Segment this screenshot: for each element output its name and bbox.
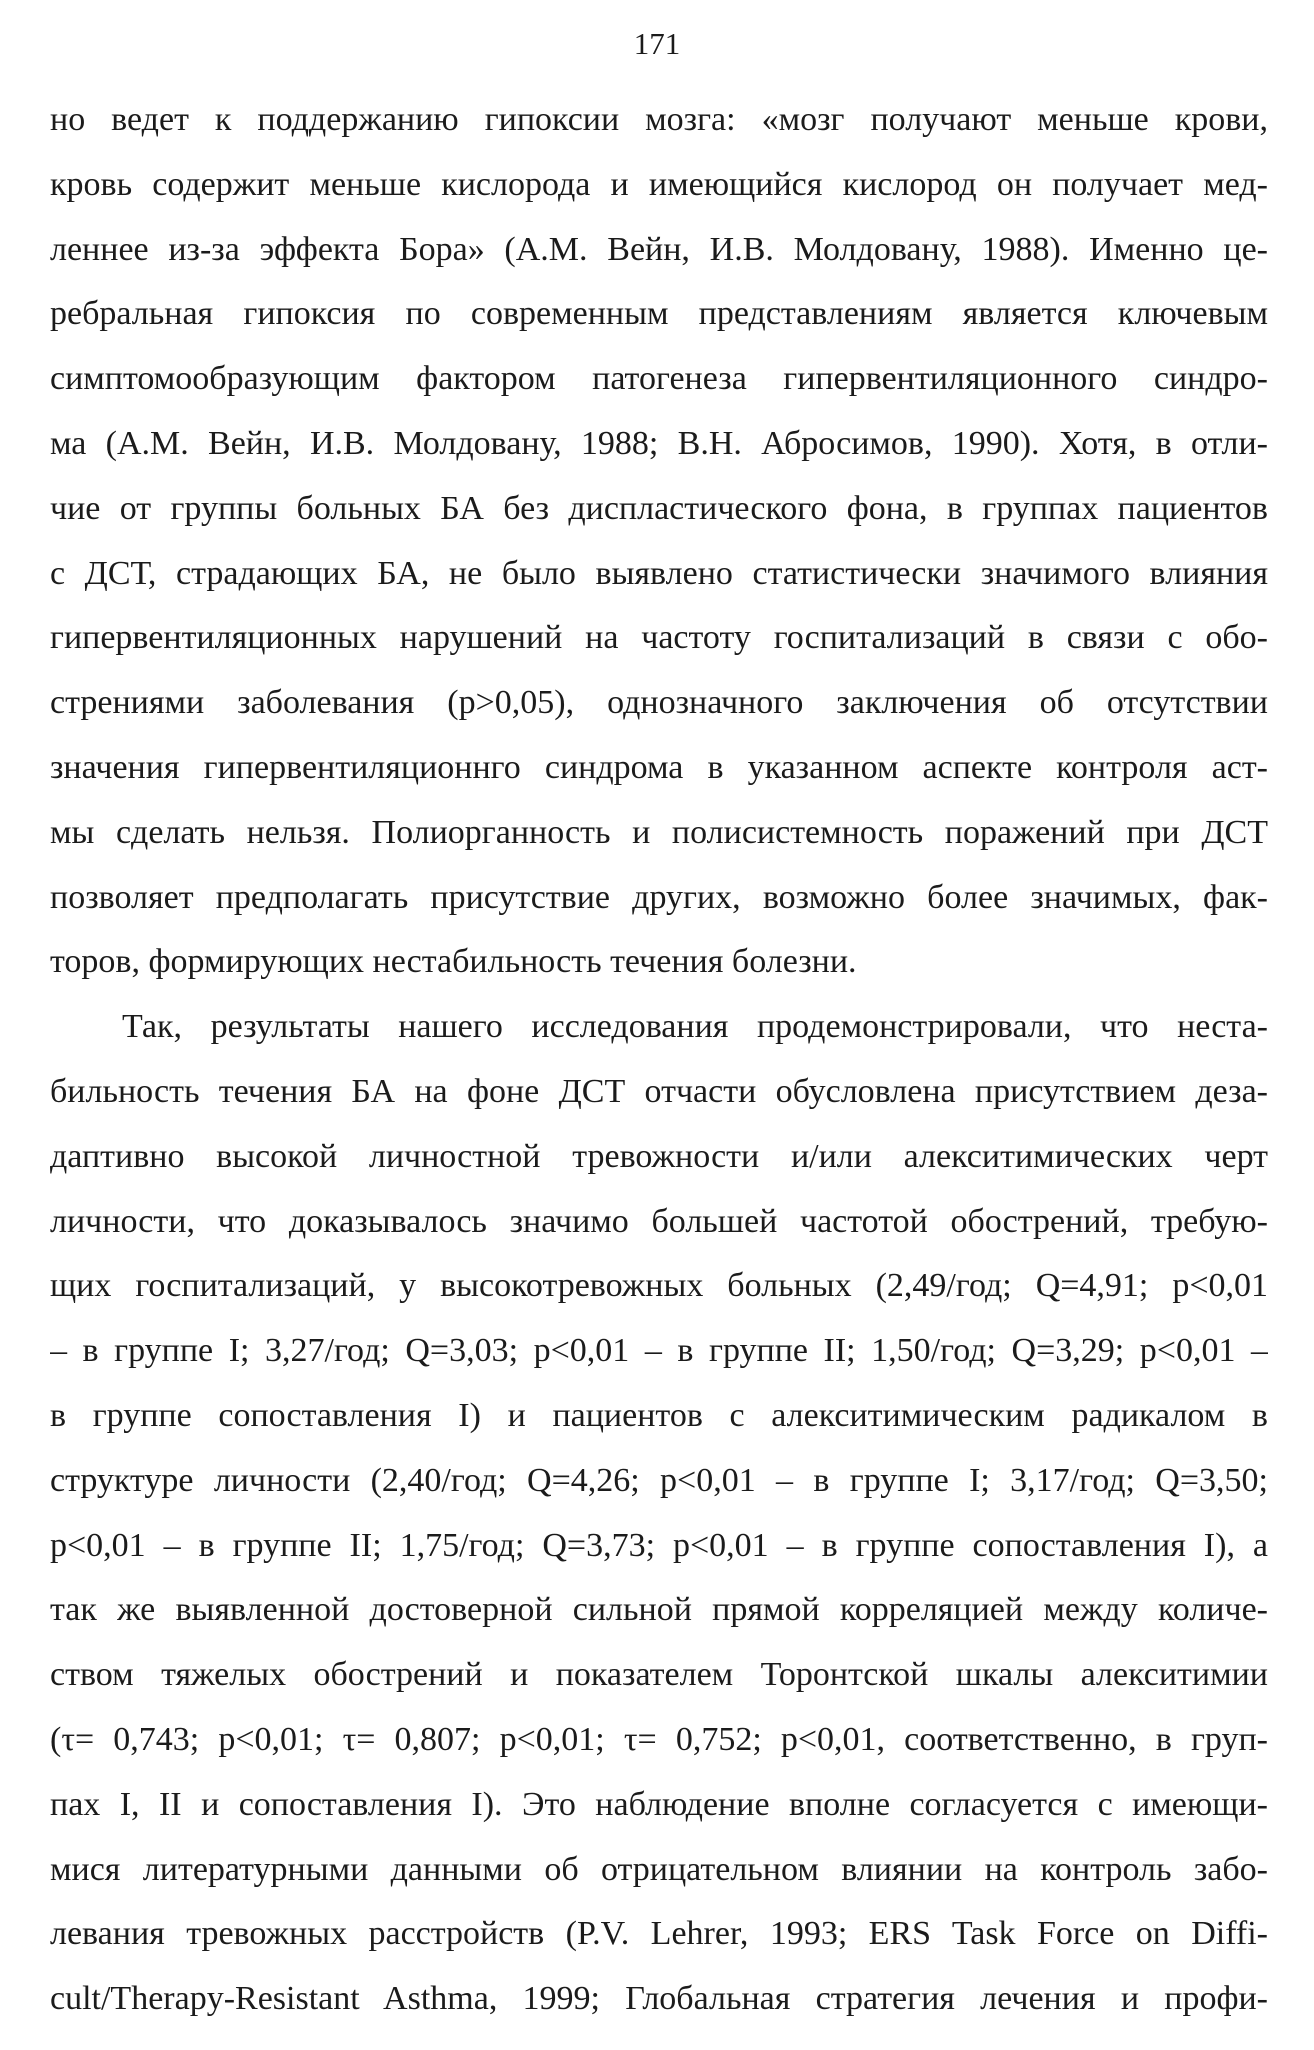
text-line: левания тревожных расстройств (P.V. Lehrer, 1993; ERS Task Force on Diffi-	[50, 1915, 1268, 1953]
text-line: чие от группы больных БА без диспластического фона, в группах пациентов	[50, 489, 1268, 527]
text-line: симптомообразующим фактором патогенеза гипервентиляционного синдро-	[50, 360, 1268, 398]
text-line: но ведет к поддержанию гипоксии мозга: «мозг получают меньше крови,	[50, 101, 1268, 138]
text-line: ством тяжелых обострений и показателем Торонтской шкалы алекситимии	[50, 1656, 1268, 1694]
text-line: значения гипервентиляционнго синдрома в указанном аспекте контроля аст-	[50, 748, 1268, 786]
text-line: – в группе I; 3,27/год; Q=3,03; p<0,01 – в группе II; 1,50/год; Q=3,29; p<0,01 –	[50, 1332, 1268, 1370]
text-line: мы сделать нельзя. Полиорганность и полисистемность поражений при ДСТ	[50, 813, 1268, 851]
text-line: гипервентиляционных нарушений на частоту госпитализаций в связи с обо-	[50, 619, 1268, 657]
text-line: в группе сопоставления I) и пациентов с алекситимическим радикалом в	[50, 1396, 1268, 1434]
text-line: позволяет предполагать присутствие других, возможно более значимых, фак-	[50, 878, 1268, 916]
text-line: мися литературными данными об отрицательном влиянии на контроль забо-	[50, 1850, 1268, 1888]
text-line: с ДСТ, страдающих БА, не было выявлено статистически значимого влияния	[50, 554, 1268, 592]
text-line: бильность течения БА на фоне ДСТ отчасти обусловлена присутствием деза-	[50, 1072, 1268, 1110]
text-line: структуре личности (2,40/год; Q=4,26; p<0,01 – в группе I; 3,17/год; Q=3,50;	[50, 1461, 1268, 1499]
text-line: так же выявленной достоверной сильной прямой корреляцией между количе-	[50, 1591, 1268, 1629]
text-line: даптивно высокой личностной тревожности и/или алекситимических черт	[50, 1137, 1268, 1175]
text-line: cult/Therapy-Resistant Asthma, 1999; Глобальная стратегия лечения и профи-	[50, 1980, 1268, 2018]
paragraph-last-line: торов, формирующих нестабильность течения болезни.	[50, 943, 857, 981]
text-line: стрениями заболевания (р>0,05), однозначного заключения об отсутствии	[50, 684, 1268, 722]
text-line: кровь содержит меньше кислорода и имеющийся кислород он получает мед-	[50, 165, 1268, 203]
body-text	[50, 88, 1268, 2032]
text-line: щих госпитализаций, у высокотревожных больных (2,49/год; Q=4,91; p<0,01	[50, 1267, 1268, 1305]
text-line: пах I, II и сопоставления I). Это наблюдение вполне согласуется с имеющи-	[50, 1785, 1268, 1823]
text-line: ребральная гипоксия по современным представлениям является ключевым	[50, 295, 1268, 333]
text-line: леннее из-за эффекта Бора» (А.М. Вейн, И.В. Молдовану, 1988). Именно це-	[50, 230, 1268, 268]
text-line: p<0,01 – в группе II; 1,75/год; Q=3,73; p<0,01 – в группе сопоставления I), а	[50, 1526, 1268, 1564]
text-line: личности, что доказывалось значимо большей частотой обострений, требую-	[50, 1202, 1268, 1240]
text-line: ма (А.М. Вейн, И.В. Молдовану, 1988; В.Н. Абросимов, 1990). Хотя, в отли-	[50, 424, 1268, 462]
paragraph-first-line: Так, результаты нашего исследования продемонстрировали, что неста-	[122, 1008, 1268, 1046]
text-line: (τ= 0,743; p<0,01; τ= 0,807; p<0,01; τ= 0,752; p<0,01, соответственно, в груп-	[50, 1720, 1268, 1758]
page-number: 171	[633, 26, 681, 61]
